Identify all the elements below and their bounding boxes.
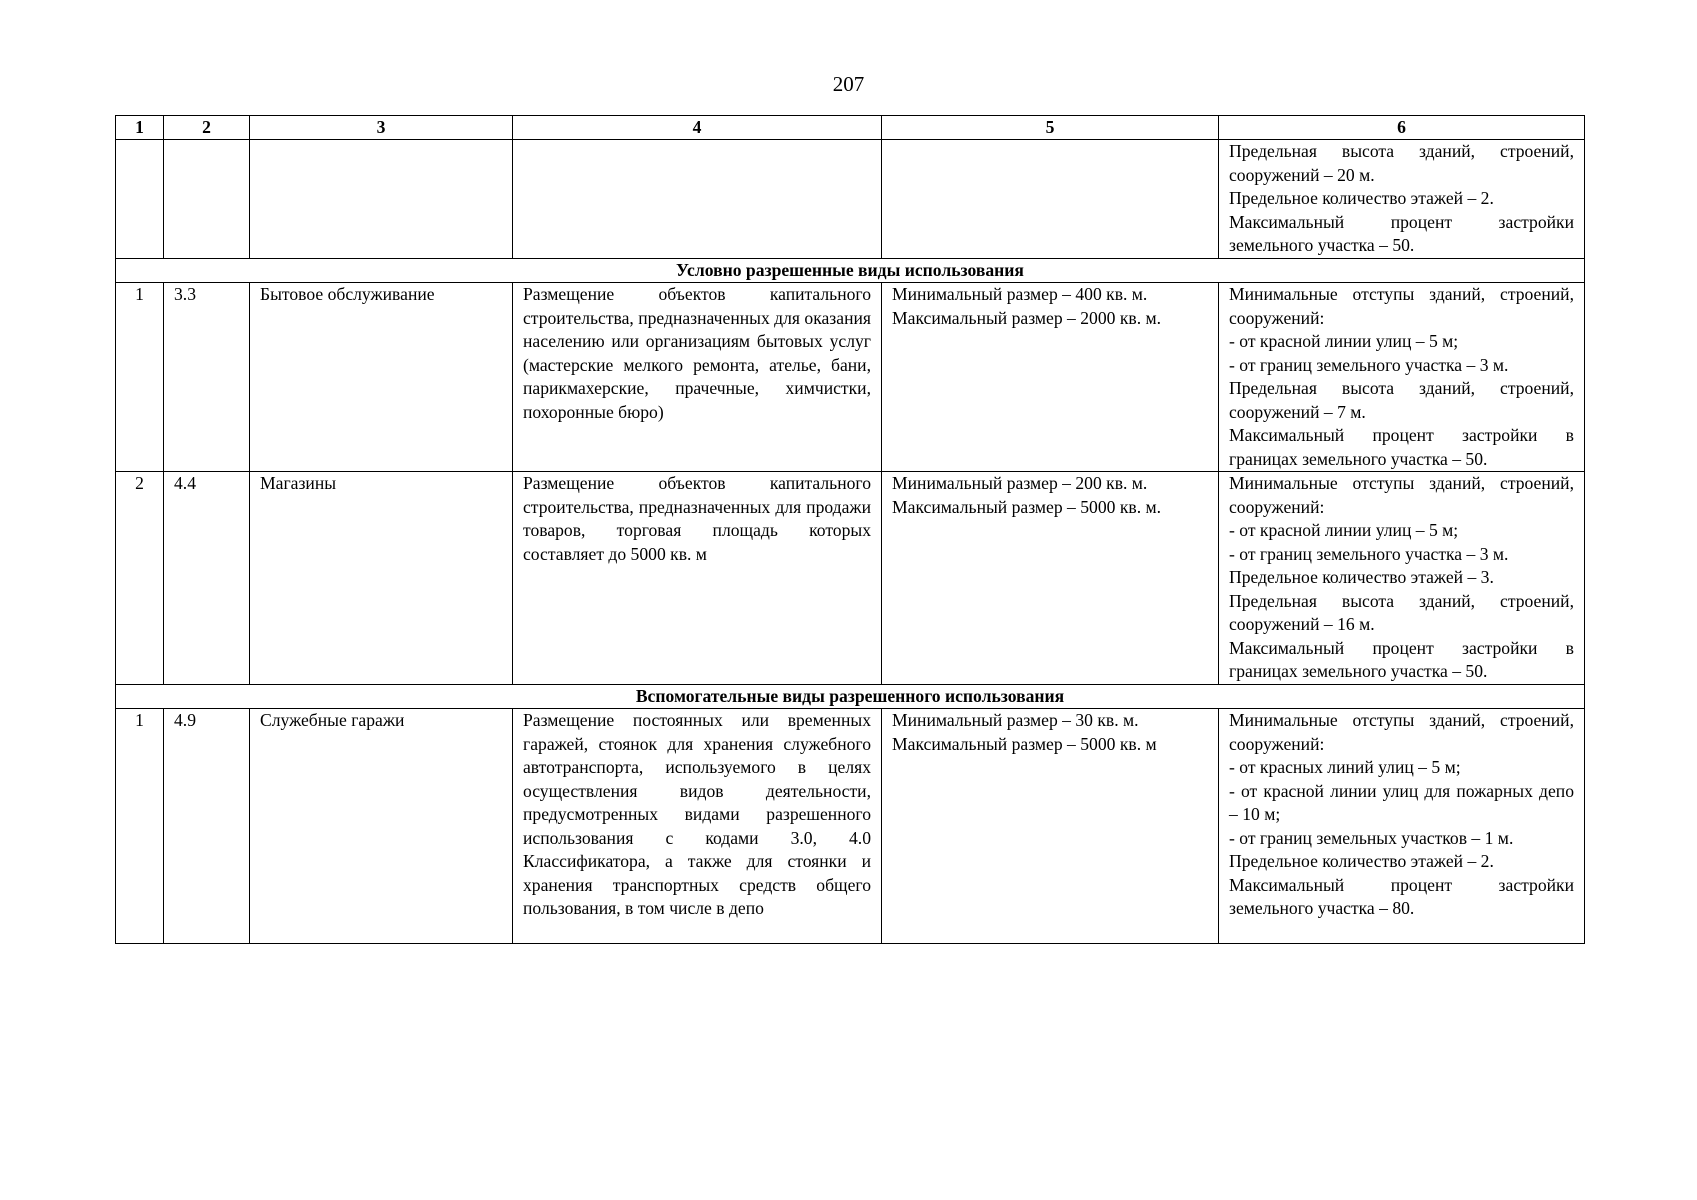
cell-empty [164,140,250,259]
row-name: Служебные гаражи [250,709,513,944]
param-line: Максимальный процент застройки в границах земельного участка – 50. [1229,637,1574,681]
cell-empty [250,140,513,259]
table-row [116,283,1585,472]
row-sizes [882,472,1219,685]
row-params [1219,709,1585,944]
row-number: 2 [116,472,164,685]
regulations-table [115,115,1585,944]
header-row [116,116,1585,140]
header-col-4: 4 [513,116,882,140]
row-params [1219,472,1585,685]
table-row [116,709,1585,944]
param-line: Предельное количество этажей – 3. [1229,567,1494,587]
param-line: Максимальный процент застройки земельного участка – 50. [1229,211,1574,255]
section-title-auxiliary: Вспомогательные виды разрешенного использования [116,684,1585,709]
row-code: 3.3 [164,283,250,472]
size-line: Максимальный размер – 2000 кв. м. [892,307,1162,328]
page-number: 207 [832,72,865,96]
row-code: 4.9 [164,709,250,944]
header-col-3: 3 [250,116,513,140]
cell-empty [513,140,882,259]
cell-empty [116,140,164,259]
row-name: Бытовое обслуживание [250,283,513,472]
row-description: Размещение объектов капитального строительства, предназначенных для оказания населению или организациям бытовых услуг (мастерские мелкого ремонта, ателье, бани, парикмахерские, прачечные, химчистки, похоронные бюро) [513,283,882,472]
row-code: 4.4 [164,472,250,685]
cell-empty [882,140,1219,259]
param-line: Предельная высота зданий, строений, сооружений – 7 м. [1229,378,1574,422]
row-sizes [882,283,1219,472]
header-col-2: 2 [164,116,250,140]
row-number: 1 [116,709,164,944]
param-line: - от границ земельного участка – 3 м. [1229,543,1509,564]
size-line: Минимальный размер – 400 кв. м. [892,284,1148,304]
section-title-conditional: Условно разрешенные виды использования [116,258,1585,283]
param-line: - от красной линии улиц для пожарных депо – 10 м; [1229,780,1574,824]
header-col-5: 5 [882,116,1219,140]
header-col-1: 1 [116,116,164,140]
param-line: Предельное количество этажей – 2. [1229,851,1494,871]
table-row [116,472,1585,685]
size-line: Минимальный размер – 30 кв. м. [892,710,1139,730]
size-line: Максимальный размер – 5000 кв. м [892,733,1157,754]
param-line: Предельное количество этажей – 2. [1229,188,1494,208]
row-name: Магазины [250,472,513,685]
param-line: - от границ земельного участка – 3 м. [1229,354,1509,375]
row-sizes [882,709,1219,944]
param-line: - от красной линии улиц – 5 м; [1229,331,1459,351]
size-line: Минимальный размер – 200 кв. м. [892,473,1148,493]
param-line: - от красной линии улиц – 5 м; [1229,520,1459,540]
section-row [116,684,1585,709]
param-line: - от красных линий улиц – 5 м; [1229,757,1461,777]
param-line: Максимальный процент застройки в границах земельного участка – 50. [1229,425,1574,469]
param-line: Минимальные отступы зданий, строений, сооружений: [1229,710,1574,754]
param-line: Минимальные отступы зданий, строений, сооружений: [1229,284,1574,328]
row-description: Размещение объектов капитального строительства, предназначенных для продажи товаров, торговая площадь которых составляет до 5000 кв. м [513,472,882,685]
continuation-row [116,140,1585,259]
row-number: 1 [116,283,164,472]
row-description: Размещение постоянных или временных гаражей, стоянок для хранения служебного автотранспорта, используемого в целях осуществления видов деятельности, предусмотренных видами разрешенного использования с кодами 3.0, 4.0 Классификатора, а также для стоянки и хранения транспортных средств общего пользования, в том числе в депо [513,709,882,944]
param-line: Минимальные отступы зданий, строений, сооружений: [1229,473,1574,517]
param-line: Максимальный процент застройки земельного участка – 80. [1229,874,1574,918]
header-col-6: 6 [1219,116,1585,140]
size-line: Максимальный размер – 5000 кв. м. [892,496,1162,517]
row-params [1219,283,1585,472]
param-line: Предельная высота зданий, строений, сооружений – 16 м. [1229,590,1574,634]
param-line: - от границ земельных участков – 1 м. [1229,827,1514,848]
params-cell [1219,140,1585,259]
param-line: Предельная высота зданий, строений, сооружений – 20 м. [1229,141,1574,185]
section-row [116,258,1585,283]
